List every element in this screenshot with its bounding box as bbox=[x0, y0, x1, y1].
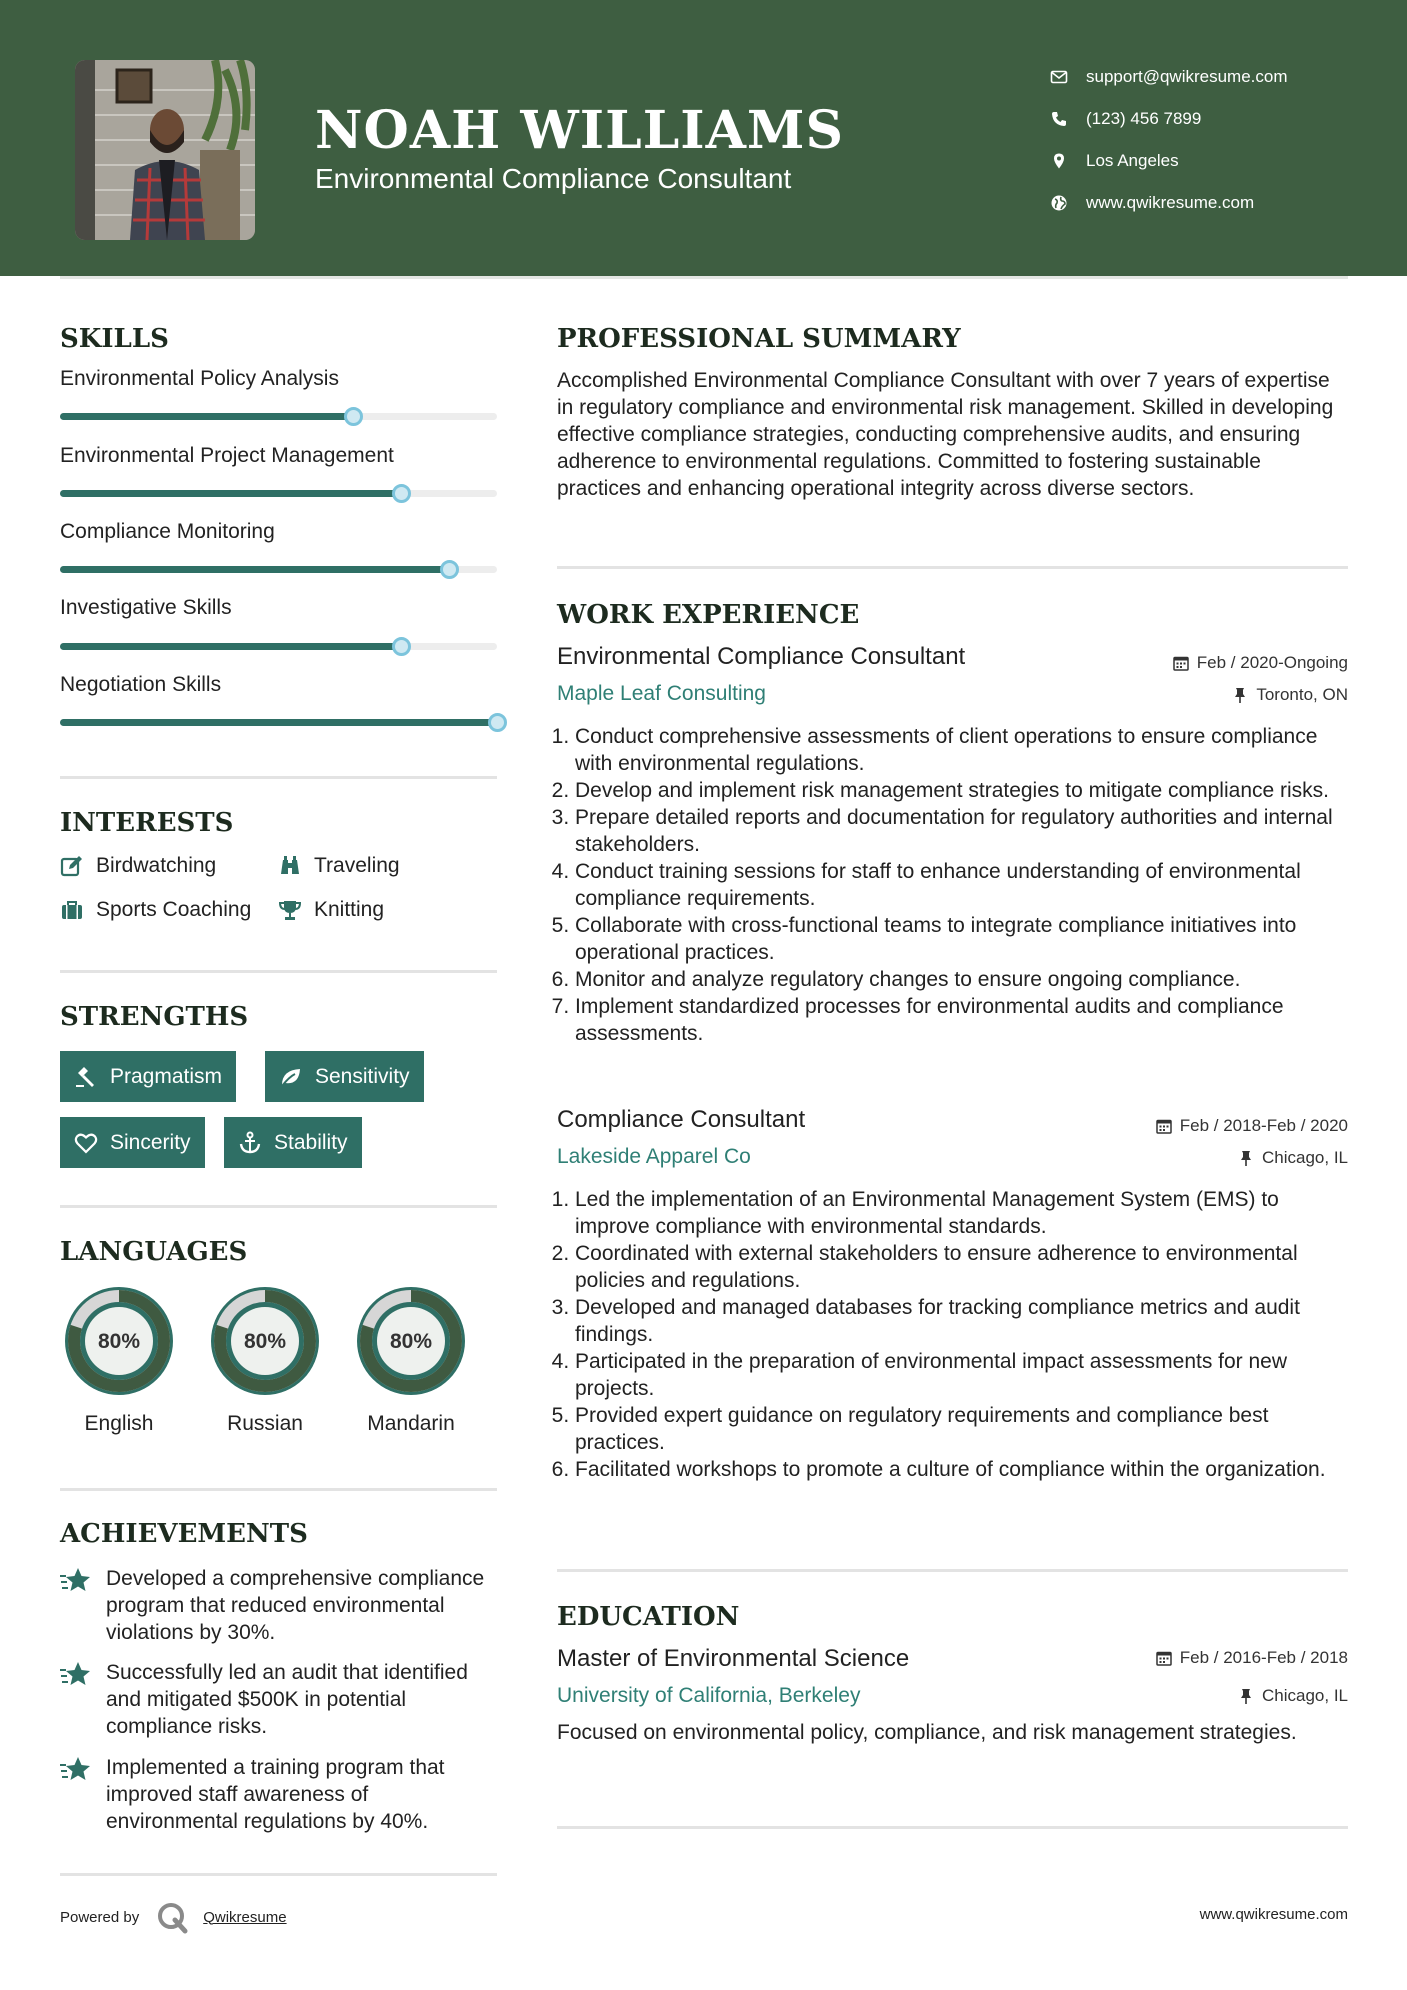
job-dates-text: Feb / 2020-Ongoing bbox=[1196, 653, 1348, 672]
skill-label: Negotiation Skills bbox=[60, 673, 222, 696]
contact-phone-text: (123) 456 7899 bbox=[1086, 109, 1202, 128]
duty-item: 1. Conduct comprehensive assessments of client operations to ensure compliance with environmental regulations. bbox=[550, 723, 1350, 777]
language-ring bbox=[59, 1281, 179, 1401]
language-name: Mandarin bbox=[367, 1412, 455, 1435]
education-description: Focused on environmental policy, compliance, and risk management strategies. bbox=[557, 1721, 1297, 1744]
skill-bar bbox=[60, 566, 497, 573]
job-title: Compliance Consultant bbox=[557, 1106, 806, 1133]
achievement-text: Implemented a training program that improved staff awareness of environmental regulations by 40%. bbox=[106, 1756, 445, 1833]
duty-text: Provided expert guidance on regulatory requirements and compliance best practices. bbox=[575, 1404, 1269, 1454]
duty-text: Conduct training sessions for staff to enhance understanding of environmental compliance requirements. bbox=[575, 860, 1301, 910]
achievement-item bbox=[60, 1754, 500, 1835]
language-item bbox=[351, 1281, 471, 1436]
duty-text: Facilitated workshops to promote a culture of compliance within the organization. bbox=[575, 1458, 1326, 1481]
interest-label: Sports Coaching bbox=[96, 898, 252, 921]
contact-location bbox=[1050, 140, 1390, 182]
star-icon bbox=[60, 1754, 92, 1784]
strength-badge bbox=[60, 1051, 236, 1102]
experience-heading: WORK EXPERIENCE bbox=[557, 600, 860, 630]
skill-label: Compliance Monitoring bbox=[60, 520, 275, 543]
interest-label: Traveling bbox=[314, 854, 400, 877]
skills-heading: SKILLS bbox=[60, 324, 169, 354]
skill-bar-knob bbox=[440, 560, 459, 579]
skill-bar bbox=[60, 643, 497, 650]
education-dates-text: Feb / 2016-Feb / 2018 bbox=[1179, 1648, 1348, 1667]
binoculars-icon bbox=[278, 854, 302, 878]
skill-bar bbox=[60, 413, 497, 420]
contact-phone[interactable] bbox=[1050, 98, 1390, 140]
envelope-icon bbox=[1050, 68, 1068, 86]
heart-icon bbox=[74, 1131, 98, 1155]
strength-badge bbox=[224, 1117, 362, 1168]
duty-item: 6. Monitor and analyze regulatory changes to ensure ongoing compliance. bbox=[551, 968, 1241, 991]
duty-item: 3. Developed and managed databases for tracking compliance metrics and audit findings. bbox=[550, 1294, 1350, 1348]
skill-bar-fill bbox=[60, 566, 449, 573]
duty-text: Collaborate with cross-functional teams to integrate compliance initiatives into operational practices. bbox=[575, 914, 1297, 964]
languages-heading: LANGUAGES bbox=[60, 1237, 248, 1267]
calendar-icon bbox=[1156, 1650, 1172, 1666]
contact-location-text: Los Angeles bbox=[1086, 151, 1179, 170]
duty-item: 7. Implement standardized processes for environmental audits and compliance assessments. bbox=[550, 993, 1350, 1047]
contact-website-text: www.qwikresume.com bbox=[1086, 193, 1255, 212]
language-name: English bbox=[84, 1412, 154, 1435]
contact-email-text: support@qwikresume.com bbox=[1086, 67, 1288, 86]
job-location-text: Chicago, IL bbox=[1262, 1148, 1348, 1167]
language-ring bbox=[351, 1281, 471, 1401]
section-divider bbox=[60, 1205, 497, 1208]
language-item bbox=[59, 1281, 179, 1436]
candidate-name: NOAH WILLIAMS bbox=[315, 100, 845, 161]
achievement-item bbox=[60, 1565, 500, 1646]
achievement-item bbox=[60, 1659, 500, 1740]
qwikresume-logo-icon bbox=[155, 1900, 189, 1934]
gavel-icon bbox=[74, 1065, 98, 1089]
contact-website[interactable] bbox=[1050, 182, 1390, 224]
strengths-heading: STRENGTHS bbox=[60, 1002, 249, 1032]
skill-bar bbox=[60, 719, 497, 726]
pushpin-icon bbox=[1238, 1688, 1254, 1704]
section-divider bbox=[557, 566, 1348, 569]
job-location bbox=[1232, 685, 1348, 705]
interest-label: Knitting bbox=[314, 898, 385, 921]
powered-by bbox=[60, 1900, 287, 1934]
strength-label: Sensitivity bbox=[315, 1064, 410, 1088]
section-divider bbox=[60, 1873, 497, 1876]
skill-bar-knob bbox=[392, 637, 411, 656]
duty-text: Coordinated with external stakeholders to ensure adherence to environmental policies and regulations. bbox=[575, 1242, 1298, 1292]
anchor-icon bbox=[238, 1131, 262, 1155]
skill-bar-fill bbox=[60, 643, 401, 650]
job-dates bbox=[1156, 1116, 1348, 1136]
job-duties bbox=[550, 1186, 1350, 1483]
achievement-text: Successfully led an audit that identified and mitigated $500K in potential compliance risks. bbox=[106, 1661, 468, 1738]
skill-bar-fill bbox=[60, 490, 401, 497]
job-location bbox=[1238, 1148, 1348, 1168]
duty-text: Conduct comprehensive assessments of client operations to ensure compliance with environmental regulations. bbox=[575, 725, 1318, 775]
job-duties bbox=[550, 723, 1350, 1047]
achievements-heading: ACHIEVEMENTS bbox=[60, 1519, 308, 1549]
duty-item: 5. Provided expert guidance on regulatory requirements and compliance best practices. bbox=[550, 1402, 1350, 1456]
duty-item: 5. Collaborate with cross-functional teams to integrate compliance initiatives into operational practices. bbox=[550, 912, 1350, 966]
language-percent: 80% bbox=[97, 1330, 141, 1353]
section-divider bbox=[60, 776, 497, 779]
language-item bbox=[205, 1281, 325, 1436]
phone-icon bbox=[1050, 110, 1068, 128]
footer-website[interactable]: www.qwikresume.com bbox=[1199, 1906, 1348, 1923]
skill-label: Environmental Policy Analysis bbox=[60, 367, 339, 390]
strength-label: Stability bbox=[274, 1130, 348, 1154]
company-name: Lakeside Apparel Co bbox=[557, 1145, 751, 1168]
duty-text: Implement standardized processes for environmental audits and compliance assessments. bbox=[575, 995, 1284, 1045]
skill-bar-fill bbox=[60, 413, 353, 420]
language-percent: 80% bbox=[243, 1330, 287, 1353]
interest-item bbox=[278, 854, 400, 878]
qwikresume-link[interactable]: Qwikresume bbox=[203, 1908, 287, 1926]
duty-item: 4. Participated in the preparation of environmental impact assessments for new projects. bbox=[550, 1348, 1350, 1402]
candidate-title: Environmental Compliance Consultant bbox=[315, 163, 792, 194]
skill-bar-knob bbox=[488, 713, 507, 732]
skill-label: Environmental Project Management bbox=[60, 444, 394, 467]
skill-label: Investigative Skills bbox=[60, 596, 232, 619]
job-dates-text: Feb / 2018-Feb / 2020 bbox=[1179, 1116, 1348, 1135]
interest-item bbox=[60, 898, 251, 922]
education-location bbox=[1238, 1686, 1348, 1706]
section-divider bbox=[60, 970, 497, 973]
contact-list bbox=[1050, 56, 1390, 224]
education-dates bbox=[1156, 1648, 1348, 1668]
star-icon bbox=[60, 1659, 92, 1689]
school-name: University of California, Berkeley bbox=[557, 1684, 861, 1707]
map-pin-icon bbox=[1050, 152, 1068, 170]
section-divider bbox=[557, 1826, 1348, 1829]
job-location-text: Toronto, ON bbox=[1256, 685, 1348, 704]
strength-badge bbox=[265, 1051, 424, 1102]
powered-by-label: Powered by bbox=[60, 1908, 140, 1926]
summary-text: Accomplished Environmental Compliance Consultant with over 7 years of expertise in regulatory compliance and environmental risk management. Skilled in developing effective compliance strategies, conducting comprehensive audits, and ensuring adherence to environmental regulations. Committed to fostering sustainable practices and enhancing operational integrity across diverse sectors. bbox=[557, 369, 1334, 500]
briefcase-icon bbox=[60, 898, 84, 922]
duty-item: 2. Develop and implement risk management strategies to mitigate compliance risks. bbox=[551, 779, 1330, 802]
calendar-icon bbox=[1173, 655, 1189, 671]
duty-item: 1. Led the implementation of an Environmental Management System (EMS) to improve compliance with environmental standards. bbox=[550, 1186, 1350, 1240]
duty-item: 3. Prepare detailed reports and documentation for regulatory authorities and internal stakeholders. bbox=[550, 804, 1350, 858]
interest-label: Birdwatching bbox=[96, 854, 217, 877]
skill-bar-knob bbox=[392, 484, 411, 503]
star-icon bbox=[60, 1565, 92, 1595]
leaf-icon bbox=[279, 1065, 303, 1089]
pushpin-icon bbox=[1232, 687, 1248, 703]
duty-text: Led the implementation of an Environmental Management System (EMS) to improve compliance with environmental standards. bbox=[575, 1188, 1279, 1238]
duty-text: Monitor and analyze regulatory changes to ensure ongoing compliance. bbox=[575, 968, 1241, 991]
duty-text: Developed and managed databases for tracking compliance metrics and audit findings. bbox=[575, 1296, 1300, 1346]
globe-icon bbox=[1050, 194, 1068, 212]
pushpin-icon bbox=[1238, 1150, 1254, 1166]
duty-item: 4. Conduct training sessions for staff to enhance understanding of environmental compliance requirements. bbox=[550, 858, 1350, 912]
skill-bar-fill bbox=[60, 719, 497, 726]
language-name: Russian bbox=[227, 1412, 303, 1435]
duty-item: 6. Facilitated workshops to promote a culture of compliance within the organization. bbox=[551, 1458, 1326, 1481]
skill-bar bbox=[60, 490, 497, 497]
language-ring bbox=[205, 1281, 325, 1401]
duty-text: Prepare detailed reports and documentation for regulatory authorities and internal stakeholders. bbox=[575, 806, 1333, 856]
section-divider bbox=[60, 1488, 497, 1491]
calendar-icon bbox=[1156, 1118, 1172, 1134]
language-percent: 80% bbox=[389, 1330, 433, 1353]
duty-text: Develop and implement risk management strategies to mitigate compliance risks. bbox=[575, 779, 1330, 802]
skill-bar-knob bbox=[344, 407, 363, 426]
job-dates bbox=[1173, 653, 1348, 673]
pencil-square-icon bbox=[60, 854, 84, 878]
interest-item bbox=[60, 854, 216, 878]
strength-label: Sincerity bbox=[110, 1130, 191, 1154]
job-title: Environmental Compliance Consultant bbox=[557, 643, 966, 670]
duty-item: 2. Coordinated with external stakeholders to ensure adherence to environmental policies and regulations. bbox=[550, 1240, 1350, 1294]
header-divider bbox=[60, 276, 1348, 279]
degree-title: Master of Environmental Science bbox=[557, 1645, 910, 1672]
resume-header bbox=[0, 0, 1407, 276]
section-divider bbox=[557, 1569, 1348, 1572]
strength-label: Pragmatism bbox=[110, 1064, 223, 1088]
contact-email[interactable] bbox=[1050, 56, 1390, 98]
profile-photo bbox=[75, 60, 255, 240]
strength-badge bbox=[60, 1117, 205, 1168]
education-location-text: Chicago, IL bbox=[1262, 1686, 1348, 1705]
duty-text: Participated in the preparation of environmental impact assessments for new projects. bbox=[575, 1350, 1288, 1400]
interests-heading: INTERESTS bbox=[60, 808, 234, 838]
company-name: Maple Leaf Consulting bbox=[557, 682, 766, 705]
interest-item bbox=[278, 898, 384, 922]
trophy-icon bbox=[278, 898, 302, 922]
education-heading: EDUCATION bbox=[557, 1602, 740, 1632]
summary-heading: PROFESSIONAL SUMMARY bbox=[557, 324, 961, 354]
achievement-text: Developed a comprehensive compliance program that reduced environmental violations by 30%. bbox=[106, 1567, 485, 1644]
